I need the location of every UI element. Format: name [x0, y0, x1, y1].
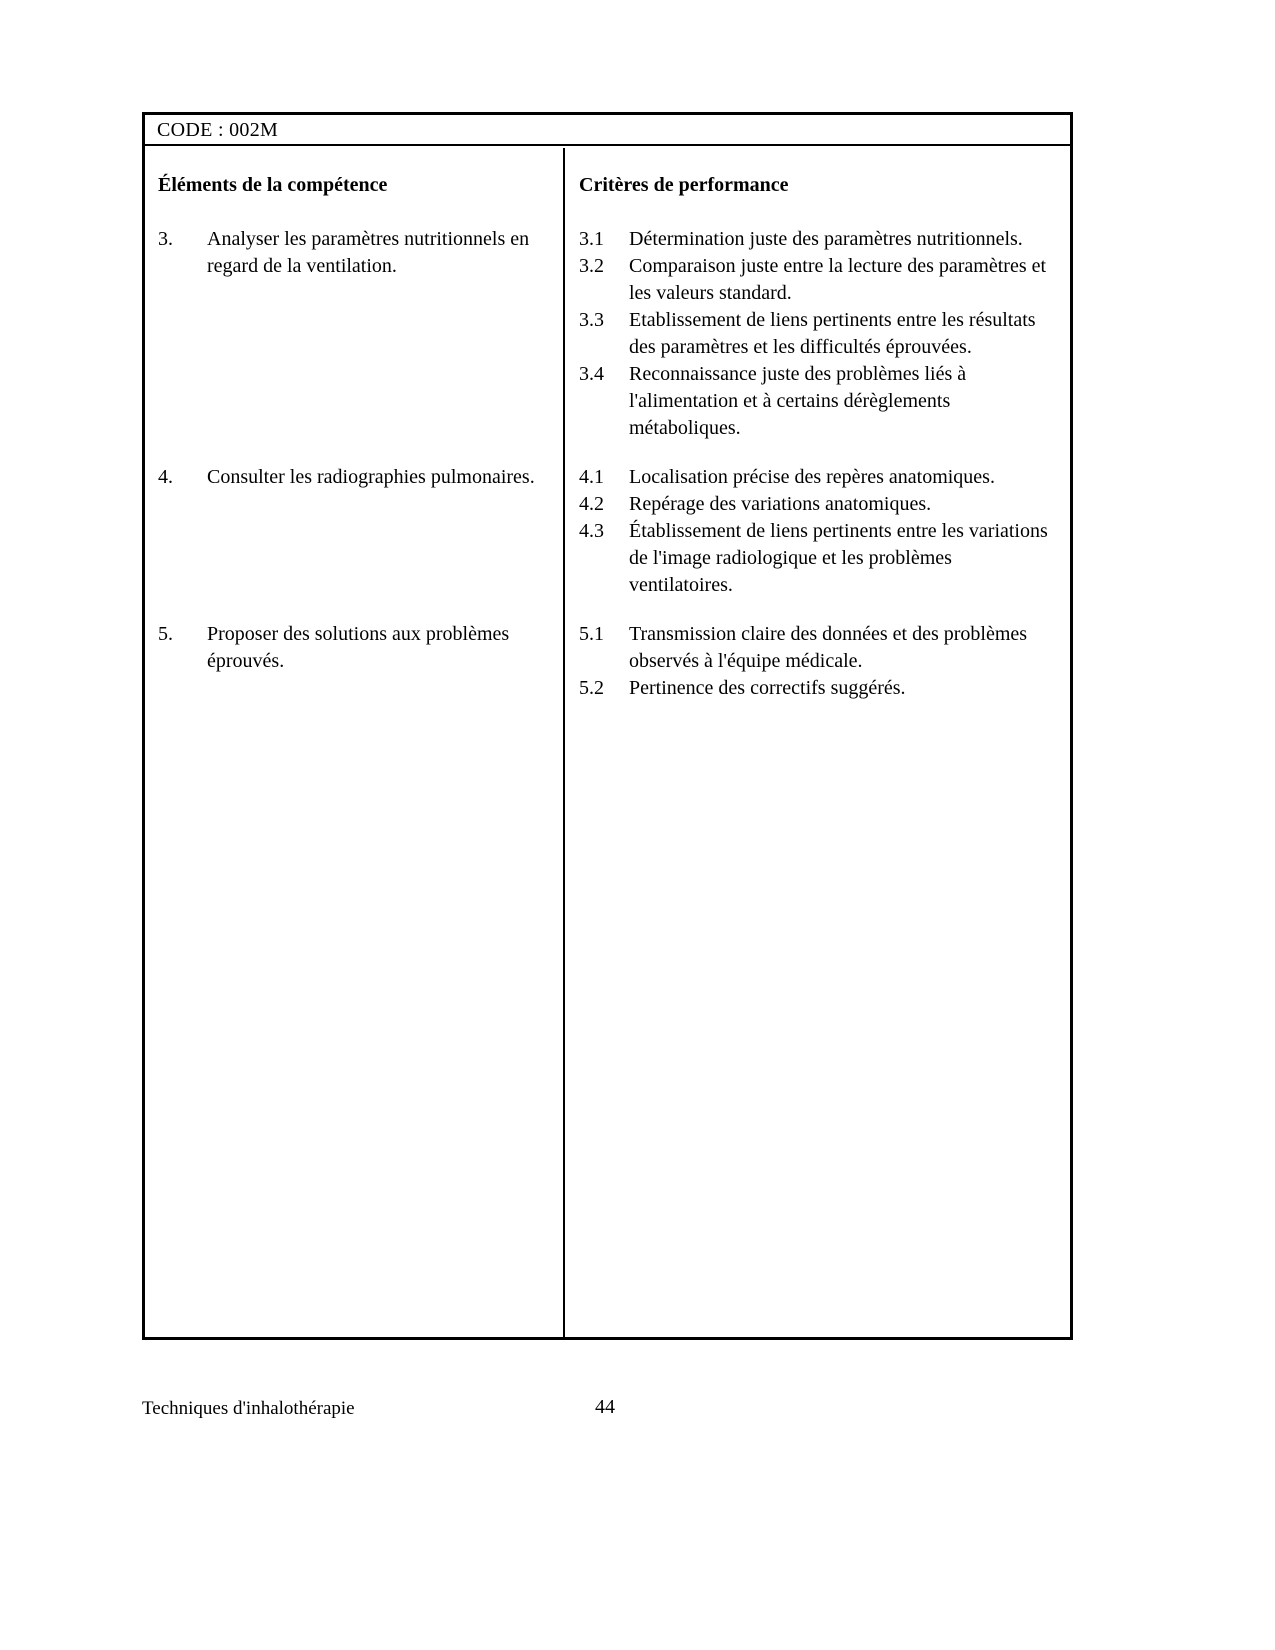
element-item	[158, 226, 537, 280]
element-number: 4.	[158, 466, 173, 488]
criterion-number: 5.1	[579, 623, 604, 645]
left-column-header: Éléments de la compétence	[158, 174, 388, 196]
criterion-number: 5.2	[579, 677, 604, 699]
criterion-number: 3.1	[579, 228, 604, 250]
competency-group-3	[145, 226, 1070, 442]
criterion-text: Etablissement de liens pertinents entre les résultats des paramètres et les difficultés éprouvées.	[629, 309, 1036, 358]
table-body	[145, 146, 1070, 702]
element-number: 3.	[158, 228, 173, 250]
criterion-text: Reconnaissance juste des problèmes liés à l'alimentation et à certains dérèglements métaboliques.	[629, 363, 967, 439]
criterion-text: Comparaison juste entre la lecture des paramètres et les valeurs standard.	[629, 255, 1047, 304]
criterion-number: 3.2	[579, 255, 604, 277]
criterion-text: Repérage des variations anatomiques.	[629, 493, 932, 515]
element-number: 5.	[158, 623, 173, 645]
criterion-text: Pertinence des correctifs suggérés.	[629, 677, 906, 699]
page-footer	[142, 1398, 1073, 1420]
code-header	[145, 115, 1070, 146]
element-text: Proposer des solutions aux problèmes éprouvés.	[207, 623, 510, 672]
element-text: Consulter les radiographies pulmonaires.	[207, 466, 535, 488]
criterion-number: 4.2	[579, 493, 604, 515]
criterion-text: Transmission claire des données et des problèmes observés à l'équipe médicale.	[629, 623, 1028, 672]
criterion-item	[579, 518, 1052, 599]
element-item	[158, 464, 537, 491]
criterion-number: 4.3	[579, 520, 604, 542]
criterion-item	[579, 491, 1052, 518]
criterion-item	[579, 361, 1052, 442]
competency-table	[142, 112, 1073, 1340]
column-divider	[563, 148, 565, 1337]
criterion-item	[579, 253, 1052, 307]
criterion-number: 3.4	[579, 363, 604, 385]
criterion-item	[579, 226, 1052, 253]
criterion-text: Détermination juste des paramètres nutritionnels.	[629, 228, 1023, 250]
competency-group-4	[145, 464, 1070, 599]
criterion-text: Localisation précise des repères anatomiques.	[629, 466, 995, 488]
footer-title: Techniques d'inhalothérapie	[142, 1398, 355, 1419]
element-text: Analyser les paramètres nutritionnels en regard de la ventilation.	[207, 228, 530, 277]
criterion-item	[579, 675, 1052, 702]
criterion-number: 3.3	[579, 309, 604, 331]
criterion-item	[579, 307, 1052, 361]
page-number: 44	[595, 1396, 615, 1418]
element-item	[158, 621, 537, 675]
criterion-number: 4.1	[579, 466, 604, 488]
criterion-text: Établissement de liens pertinents entre les variations de l'image radiologique et les problèmes ventilatoires.	[629, 520, 1048, 596]
column-headers	[145, 172, 1070, 199]
competency-group-5	[145, 621, 1070, 702]
code-label: CODE : 002M	[157, 119, 279, 141]
right-column-header: Critères de performance	[579, 174, 789, 196]
criterion-item	[579, 621, 1052, 675]
criterion-item	[579, 464, 1052, 491]
